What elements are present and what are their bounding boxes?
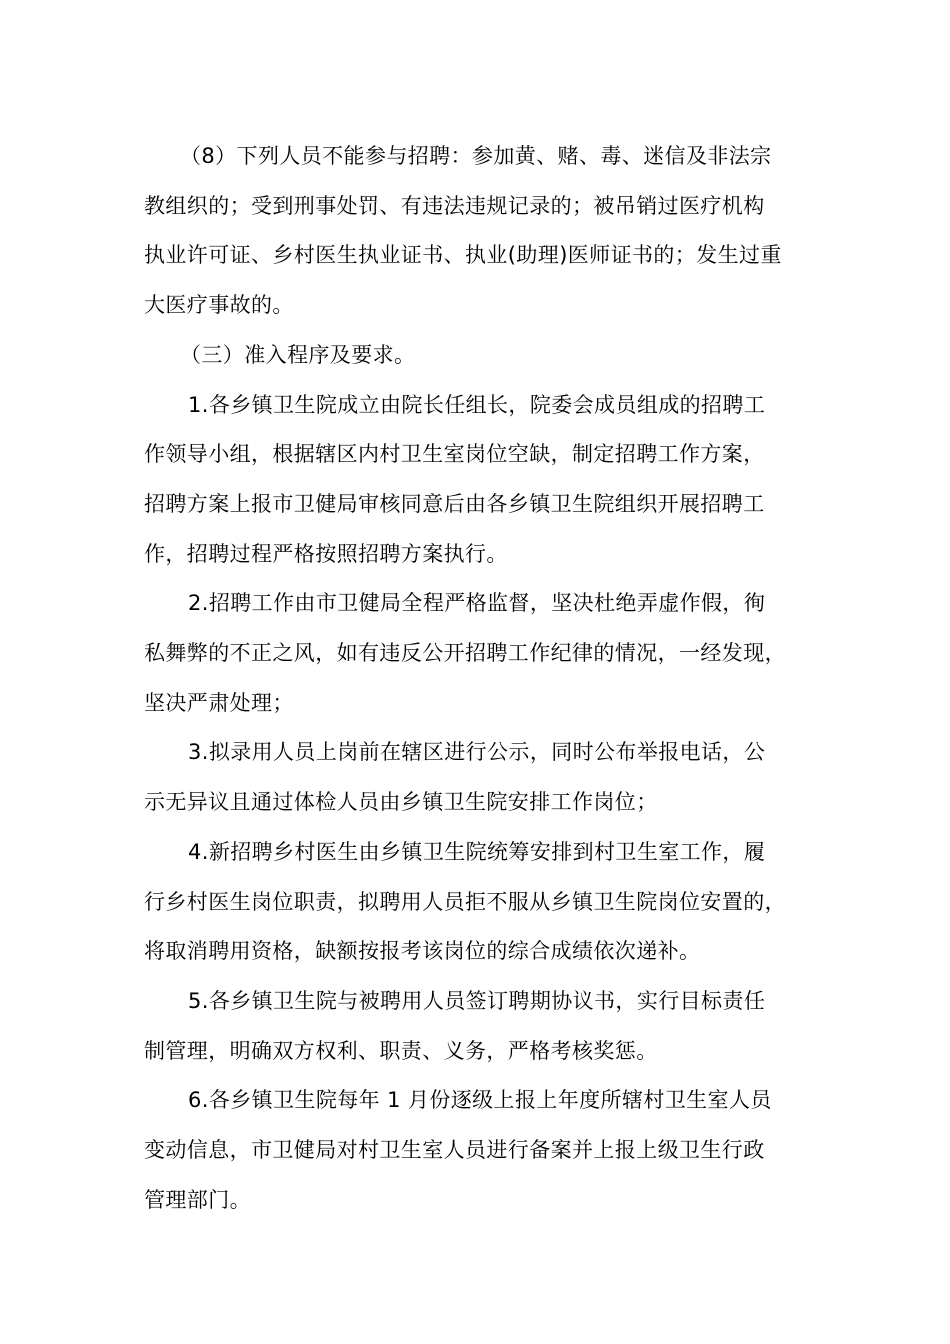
- paragraph-item-6: [144, 1076, 834, 1225]
- section-heading-admission-procedure: [144, 331, 834, 381]
- text-line: 大医疗事故的。: [144, 293, 294, 318]
- text-line: 2.招聘工作由市卫健局全程严格监督，坚决杜绝弄虚作假，徇: [188, 591, 766, 616]
- text-line: 管理部门。: [144, 1187, 251, 1212]
- paragraph-item-1: [144, 381, 834, 580]
- paragraph-item-4: [144, 828, 834, 977]
- text-line: 3.拟录用人员上岗前在辖区进行公示，同时公布举报电话，公: [188, 740, 766, 765]
- text-line: 4.新招聘乡村医生由乡镇卫生院统筹安排到村卫生室工作，履: [188, 839, 766, 864]
- paragraph-item-3: [144, 728, 834, 827]
- text-line: 示无异议且通过体检人员由乡镇卫生院安排工作岗位；: [144, 790, 658, 815]
- document-body: [144, 132, 834, 1225]
- text-line: 作，招聘过程严格按照招聘方案执行。: [144, 541, 508, 566]
- text-line: 招聘方案上报市卫健局审核同意后由各乡镇卫生院组织开展招聘工: [144, 491, 765, 516]
- text-line: 私舞弊的不正之风，如有违反公开招聘工作纪律的情况，一经发现，: [144, 641, 786, 666]
- paragraph-item-5: [144, 977, 834, 1076]
- paragraph-item-2: [144, 579, 834, 728]
- text-line: （三）准入程序及要求。: [180, 342, 416, 367]
- text-line: 行乡村医生岗位职责，拟聘用人员拒不服从乡镇卫生院岗位安置的，: [144, 889, 786, 914]
- text-line: 将取消聘用资格，缺额按报考该岗位的综合成绩依次递补。: [144, 939, 701, 964]
- text-line: 5.各乡镇卫生院与被聘用人员签订聘期协议书，实行目标责任: [188, 988, 766, 1013]
- text-line: 6.各乡镇卫生院每年 1 月份逐级上报上年度所辖村卫生室人员: [188, 1088, 772, 1113]
- text-line: 执业许可证、乡村医生执业证书、执业(助理)医师证书的；发生过重: [144, 243, 782, 268]
- text-line: 作领导小组，根据辖区内村卫生室岗位空缺，制定招聘工作方案，: [144, 442, 765, 467]
- text-line: 教组织的；受到刑事处罚、有违法违规记录的；被吊销过医疗机构: [144, 193, 765, 218]
- text-line: 1.各乡镇卫生院成立由院长任组长，院委会成员组成的招聘工: [188, 392, 766, 417]
- text-line: （8）下列人员不能参与招聘：参加黄、赌、毒、迷信及非法宗: [180, 144, 772, 168]
- text-line: 变动信息，市卫健局对村卫生室人员进行备案并上报上级卫生行政: [144, 1138, 765, 1163]
- paragraph-ineligible-persons: [144, 132, 834, 331]
- text-line: 坚决严肃处理；: [144, 690, 294, 715]
- text-line: 制管理，明确双方权利、职责、义务，严格考核奖惩。: [144, 1038, 658, 1063]
